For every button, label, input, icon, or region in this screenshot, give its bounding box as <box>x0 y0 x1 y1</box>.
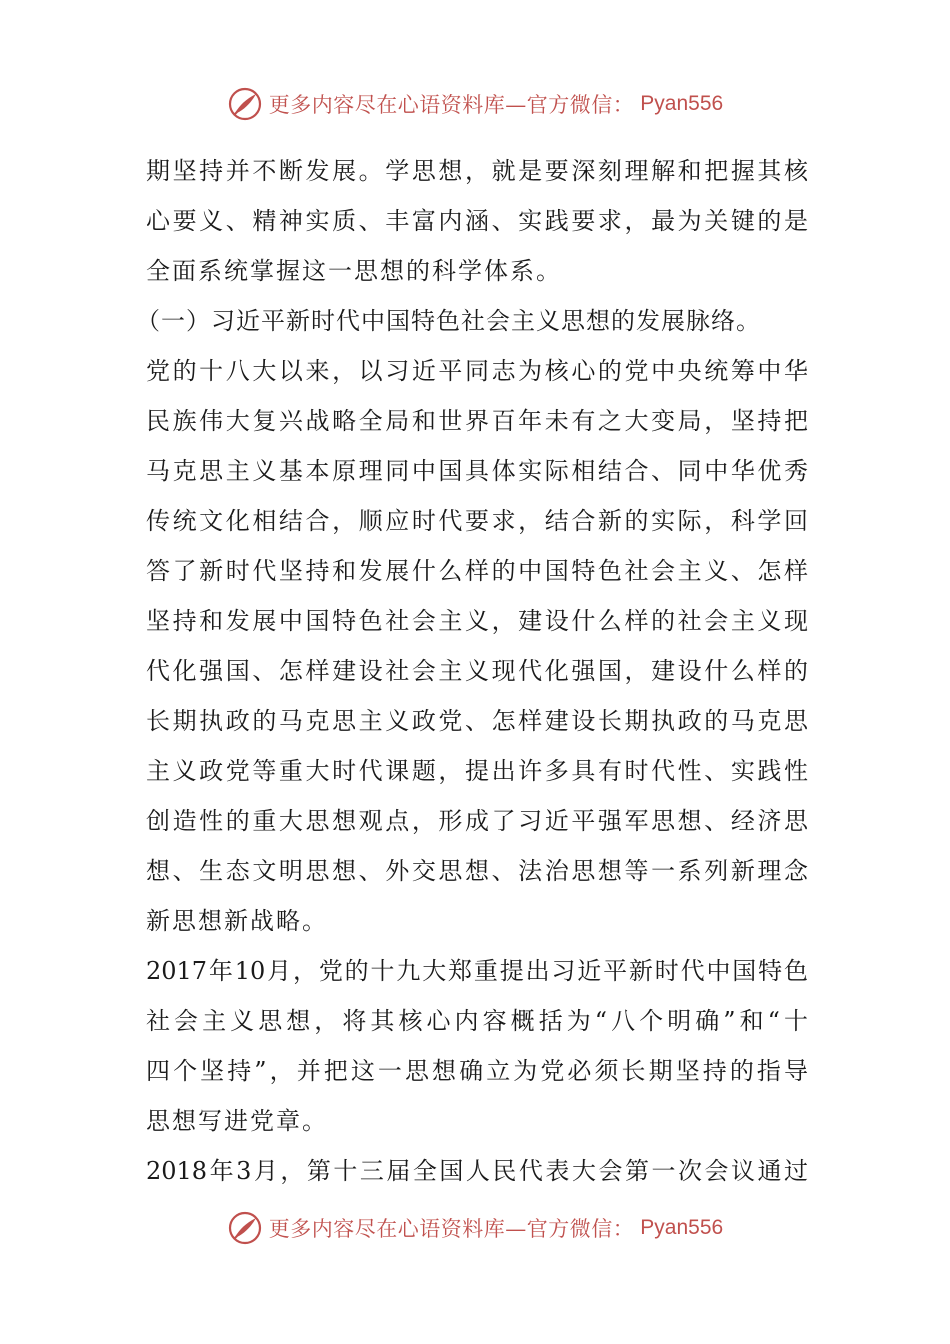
text-line: 传统文化相结合，顺应时代要求，结合新的实际，科学回 <box>146 507 808 535</box>
text-line: 2017年10月，党的十九大郑重提出习近平新时代中国特色 <box>146 957 808 985</box>
footer-banner-text: 更多内容尽在心语资料库—官方微信： <box>268 1217 635 1241</box>
text-line: 党的十八大以来，以习近平同志为核心的党中央统筹中华 <box>146 357 808 385</box>
text-line: 创造性的重大思想观点，形成了习近平强军思想、经济思 <box>146 807 808 835</box>
document-body <box>136 146 808 1196</box>
header-banner-text: 更多内容尽在心语资料库—官方微信： <box>268 93 635 117</box>
footer-banner <box>0 1208 950 1248</box>
text-line: 马克思主义基本原理同中国具体实际相结合、同中华优秀 <box>146 457 808 485</box>
text-line: 答了新时代坚持和发展什么样的中国特色社会主义、怎样 <box>146 557 808 585</box>
text-line: 四个坚持”，并把这一思想确立为党必须长期坚持的指导 <box>146 1057 808 1085</box>
text-line: 期坚持并不断发展。学思想，就是要深刻理解和把握其核 <box>146 157 808 185</box>
text-line: 心要义、精神实质、丰富内涵、实践要求，最为关键的是 <box>146 207 808 235</box>
footer-wechat-handle: Pyan556 <box>640 1216 724 1239</box>
text-line: （一）习近平新时代中国特色社会主义思想的发展脉络。 <box>136 307 761 335</box>
text-line: 思想写进党章。 <box>146 1107 328 1135</box>
text-line: 民族伟大复兴战略全局和世界百年未有之大变局，坚持把 <box>146 407 808 435</box>
text-line: 代化强国、怎样建设社会主义现代化强国，建设什么样的 <box>146 657 808 685</box>
text-line: 长期执政的马克思主义政党、怎样建设长期执政的马克思 <box>146 707 808 735</box>
text-line: 全面系统掌握这一思想的科学体系。 <box>146 257 562 285</box>
text-line: 新思想新战略。 <box>146 907 328 935</box>
text-line: 坚持和发展中国特色社会主义，建设什么样的社会主义现 <box>146 607 808 635</box>
text-line: 社会主义思想，将其核心内容概括为“八个明确”和“十 <box>146 1007 808 1035</box>
quill-logo-icon <box>227 1210 263 1246</box>
header-wechat-handle: Pyan556 <box>640 92 724 115</box>
text-line: 2018年3月，第十三届全国人民代表大会第一次会议通过 <box>146 1157 808 1185</box>
text-line: 主义政党等重大时代课题，提出许多具有时代性、实践性 <box>146 757 808 785</box>
header-banner <box>0 84 950 124</box>
text-line: 想、生态文明思想、外交思想、法治思想等一系列新理念 <box>146 857 808 885</box>
quill-logo-icon <box>227 86 263 122</box>
